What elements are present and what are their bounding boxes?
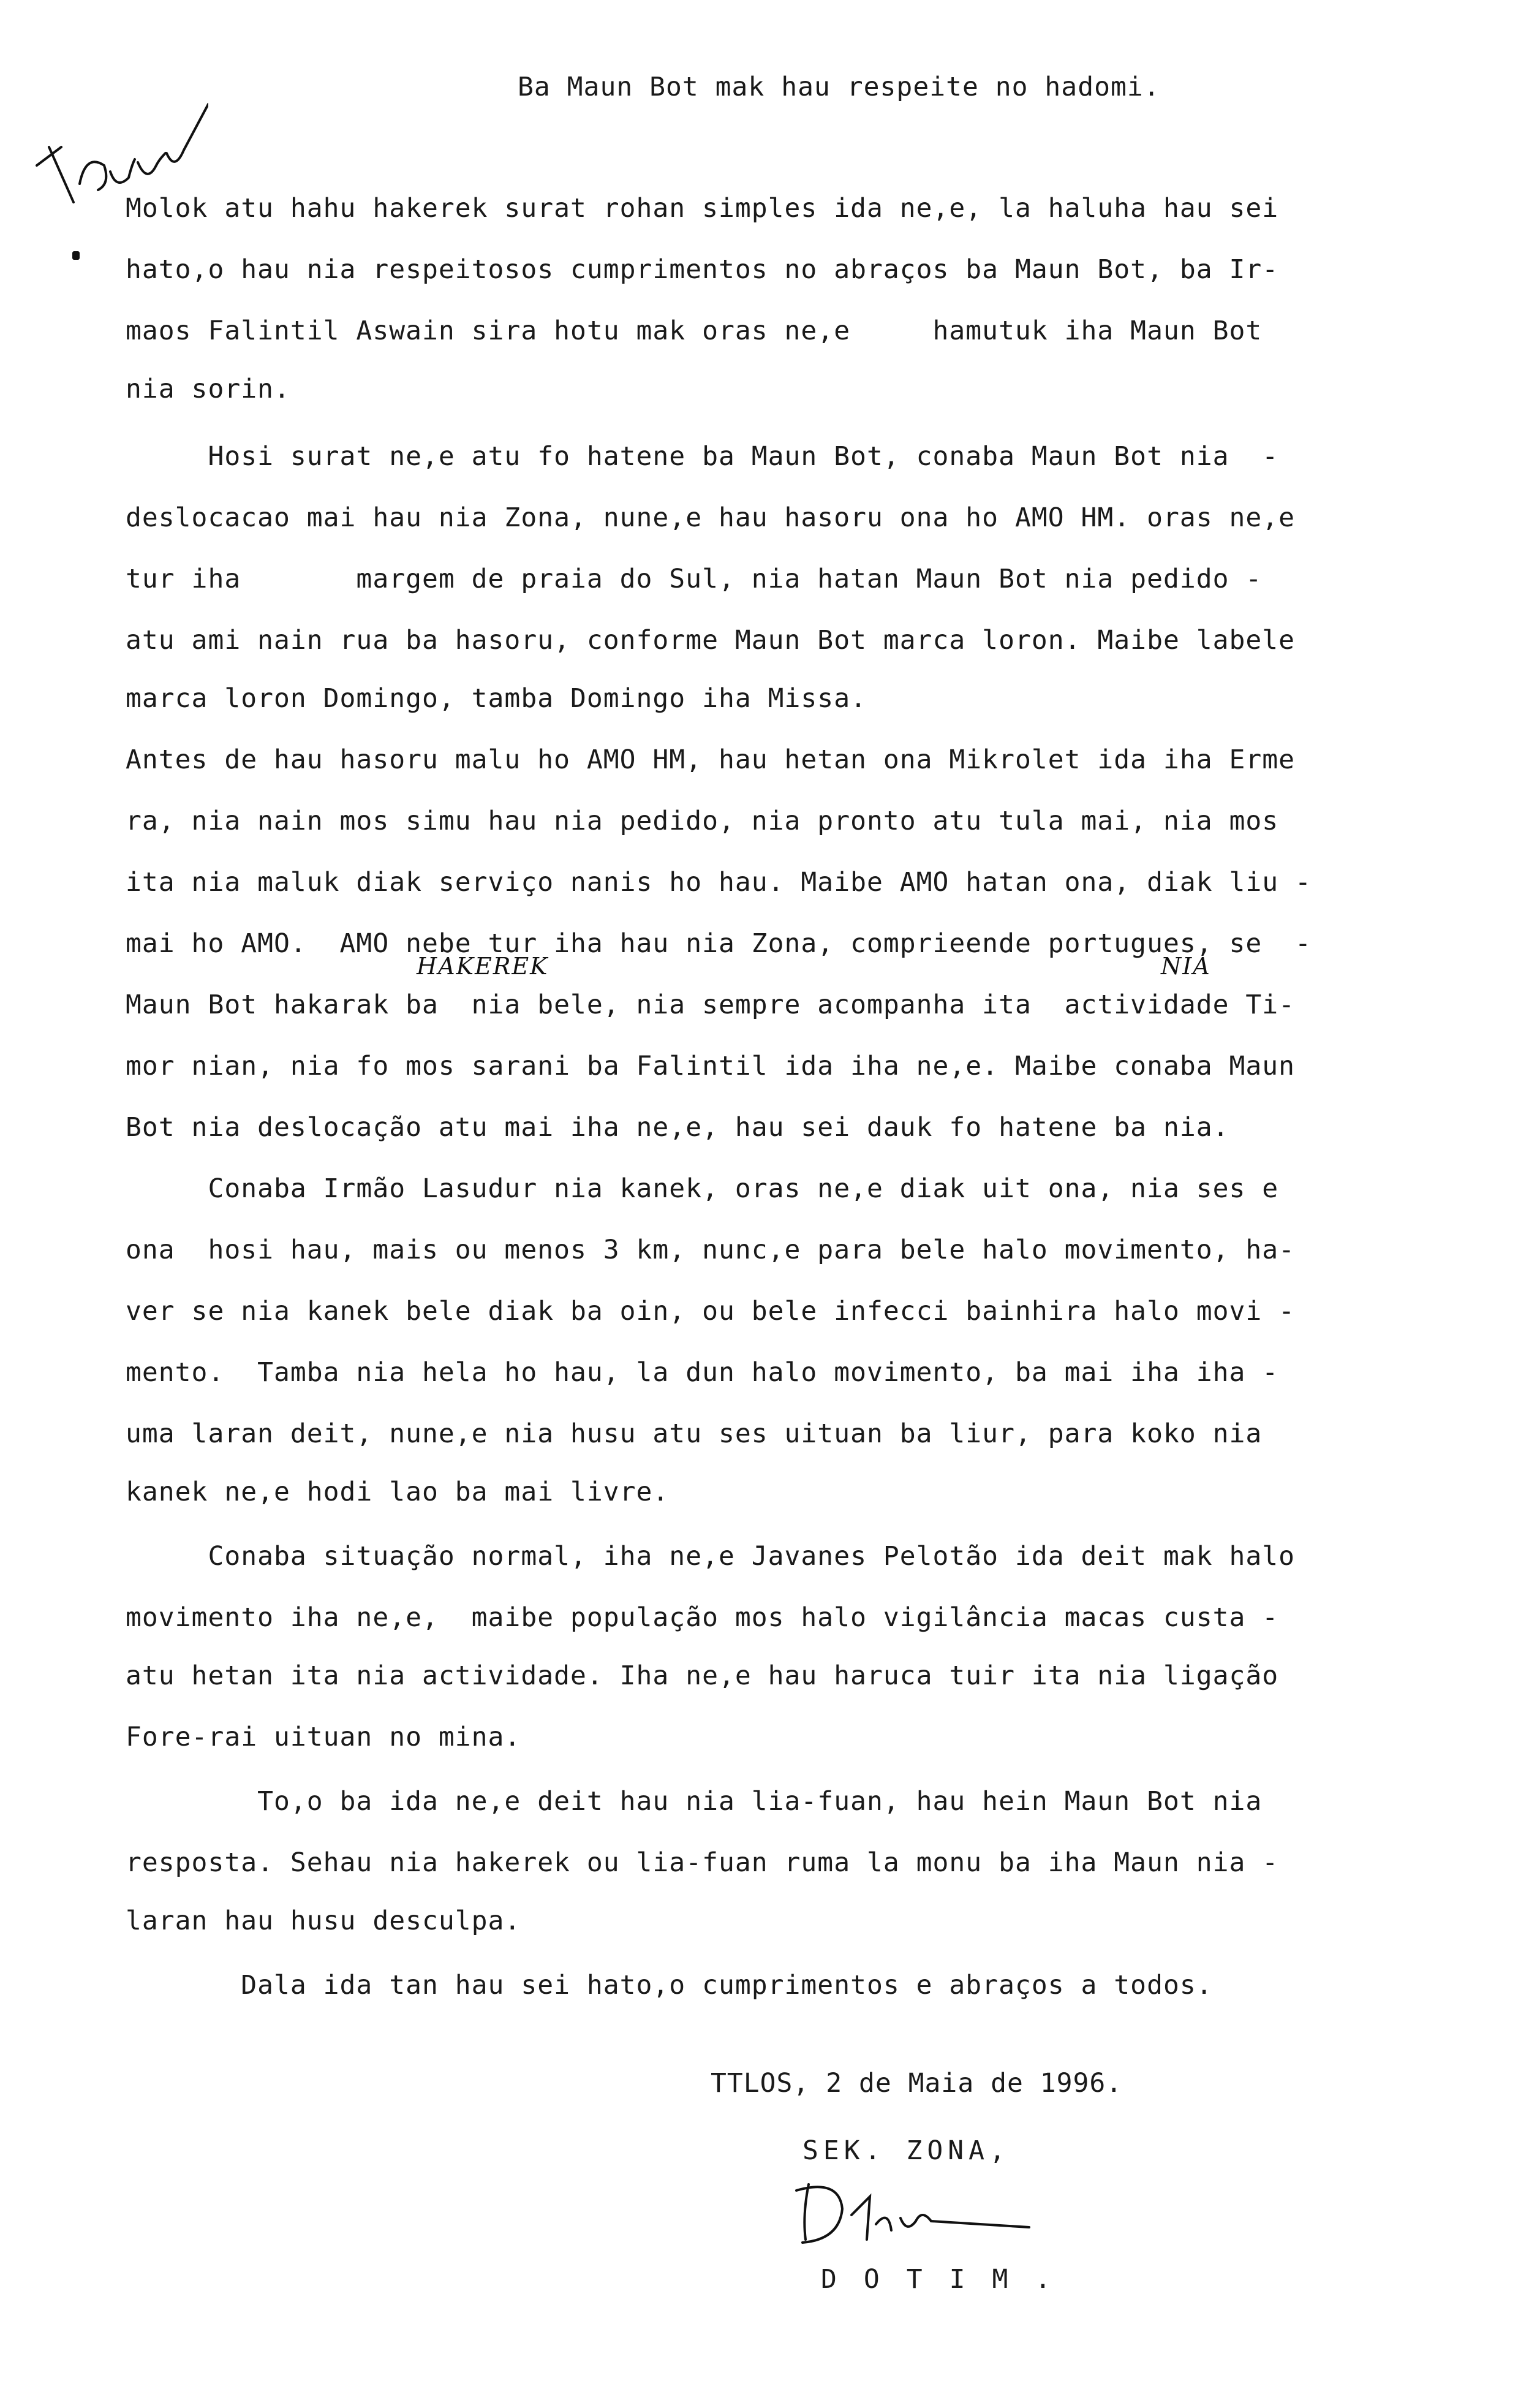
body-line: movimento iha ne,e, maibe população mos halo vigilância macas custa - [126, 1602, 1279, 1633]
body-line: laran hau husu desculpa. [126, 1906, 521, 1936]
body-line: hato,o hau nia respeitosos cumprimentos no abraços ba Maun Bot, ba Ir- [126, 254, 1279, 285]
body-line: maos Falintil Aswain sira hotu mak oras ne,e hamutuk iha Maun Bot [126, 316, 1263, 346]
body-line: Fore-rai uituan no mina. [126, 1722, 521, 1752]
handwritten-insert-nia: NIA [1161, 953, 1211, 980]
place-date: TTLOS, 2 de Maia de 1996. [711, 2068, 1123, 2099]
body-line: Conaba Irmão Lasudur nia kanek, oras ne,e diak uit ona, nia ses e [126, 1173, 1279, 1204]
body-line: mor nian, nia fo mos sarani ba Falintil ida iha ne,e. Maibe conaba Maun [126, 1051, 1296, 1081]
margin-dot [72, 251, 80, 260]
body-line: uma laran deit, nune,e nia husu atu ses uituan ba liur, para koko nia [126, 1418, 1263, 1449]
body-line: Conaba situação normal, iha ne,e Javanes Pelotão ida deit mak halo [126, 1541, 1296, 1572]
addressee-line: Ba Maun Bot mak hau respeite no hadomi. [518, 72, 1160, 102]
body-line: atu ami nain rua ba hasoru, conforme Maun Bot marca loron. Maibe labele [126, 625, 1296, 656]
body-line: mento. Tamba nia hela ho hau, la dun halo movimento, ba mai iha iha - [126, 1357, 1279, 1388]
body-line: Maun Bot hakarak ba nia bele, nia sempre acompanha ita actividade Ti- [126, 990, 1296, 1020]
signature-name: DOTIM. [821, 2264, 1078, 2295]
body-line: marca loron Domingo, tamba Domingo iha Missa. [126, 683, 867, 714]
body-line: To,o ba ida ne,e deit hau nia lia-fuan, hau hein Maun Bot nia [126, 1786, 1263, 1817]
body-line: nia sorin. [126, 374, 290, 404]
body-line: ona hosi hau, mais ou menos 3 km, nunc,e para bele halo movimento, ha- [126, 1235, 1296, 1265]
body-line: resposta. Sehau nia hakerek ou lia-fuan ruma la monu ba iha Maun nia - [126, 1847, 1279, 1878]
body-line: ra, nia nain mos simu hau nia pedido, nia pronto atu tula mai, nia mos [126, 806, 1279, 836]
body-line: mai ho AMO. AMO nebe tur iha hau nia Zona, comprieende portugues, se - [126, 928, 1312, 959]
body-line: ita nia maluk diak serviço nanis ho hau. Maibe AMO hatan ona, diak liu - [126, 867, 1312, 898]
signature-scribble [784, 2172, 1041, 2252]
body-line: kanek ne,e hodi lao ba mai livre. [126, 1477, 670, 1507]
signature-role: SEK. ZONA, [802, 2135, 1010, 2166]
body-line: ver se nia kanek bele diak ba oin, ou bele infecci bainhira halo movi - [126, 1296, 1296, 1327]
body-line: Molok atu hahu hakerek surat rohan simples ida ne,e, la haluha hau sei [126, 193, 1279, 224]
body-line: Bot nia deslocação atu mai iha ne,e, hau sei dauk fo hatene ba nia. [126, 1112, 1229, 1143]
body-line: atu hetan ita nia actividade. Iha ne,e hau haruca tuir ita nia ligação [126, 1660, 1279, 1691]
body-line: Dala ida tan hau sei hato,o cumprimentos e abraços a todos. [126, 1970, 1213, 2001]
body-line: tur iha margem de praia do Sul, nia hatan Maun Bot nia pedido - [126, 564, 1263, 594]
body-line: deslocacao mai hau nia Zona, nune,e hau hasoru ona ho AMO HM. oras ne,e [126, 502, 1296, 533]
body-line: Antes de hau hasoru malu ho AMO HM, hau hetan ona Mikrolet ida iha Erme [126, 744, 1296, 775]
handwritten-insert-hakerek: HAKEREK [417, 953, 549, 980]
body-line: Hosi surat ne,e atu fo hatene ba Maun Bot, conaba Maun Bot nia - [126, 441, 1279, 472]
